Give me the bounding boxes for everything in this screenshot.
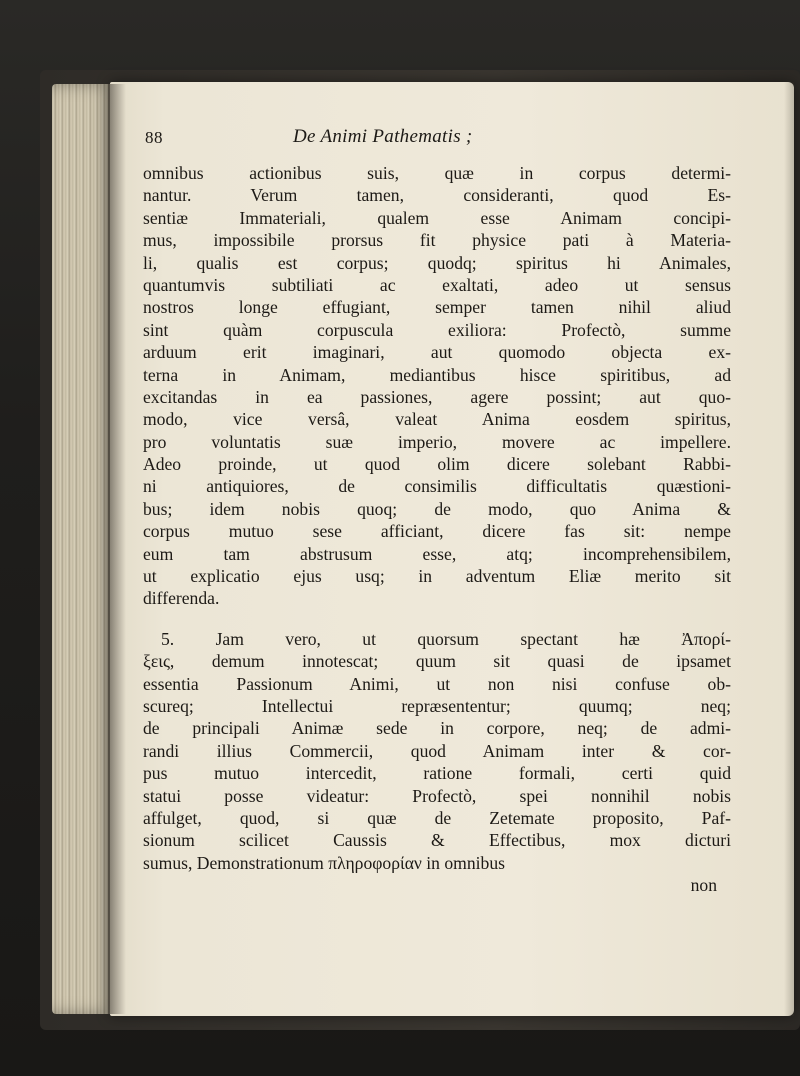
- text-line: li, qualis est corpus; quodq; spiritus hi Animales,: [143, 252, 731, 273]
- text-line: eum tam abstrusum esse, atq; incomprehensibilem,: [143, 543, 731, 564]
- text-line: randi illius Commercii, quod Animam inter & cor-: [143, 740, 731, 761]
- text-line: ξεις, demum innotescat; quum sit quasi de ipsamet: [143, 651, 731, 672]
- text-line: differenda.: [143, 588, 220, 609]
- paragraph-2: [143, 628, 731, 874]
- running-head-title: De Animi Pathematis ;: [293, 126, 473, 147]
- text-line: mus, impossibile prorsus fit physice pati à Materia-: [143, 230, 731, 251]
- text-block: [143, 126, 731, 897]
- text-line: sentiæ Immateriali, qualem esse Animam concipi-: [143, 207, 731, 228]
- paragraph-gap: [143, 610, 731, 628]
- text-line: de principali Animæ sede in corpore, neq; de admi-: [143, 718, 731, 739]
- text-line: pro voluntatis suæ imperio, movere ac impellere.: [143, 431, 731, 452]
- text-line: statui posse videatur: Profectò, spei nonnihil nobis: [143, 785, 731, 806]
- text-line: Adeo proinde, ut quod olim dicere solebant Rabbi-: [143, 454, 731, 475]
- page-right-edge: [784, 82, 794, 1016]
- text-line: essentia Passionum Animi, ut non nisi confuse ob-: [143, 673, 731, 694]
- spine-shadow: [108, 84, 126, 1014]
- page-edges: [52, 84, 116, 1014]
- text-line: nantur. Verum tamen, consideranti, quod Es-: [143, 185, 731, 206]
- text-line: corpus mutuo sese afficiant, dicere fas sit: nempe: [143, 521, 731, 542]
- text-line: arduum erit imaginari, aut quomodo objecta ex-: [143, 342, 731, 363]
- text-line: affulget, quod, si quæ de Zetemate proposito, Paf-: [143, 807, 731, 828]
- page-number: 88: [145, 128, 163, 147]
- text-line: omnibus actionibus suis, quæ in corpus determi-: [143, 163, 731, 183]
- text-line: 5. Jam vero, ut quorsum spectant hæ Ἀπορί-: [161, 628, 731, 649]
- catchword: non: [690, 875, 717, 896]
- text-line: ut explicatio ejus usq; in adventum Eliæ merito sit: [143, 566, 731, 587]
- text-line: quantumvis subtiliati ac exaltati, adeo ut sensus: [143, 274, 731, 295]
- text-line: sionum scilicet Caussis & Effectibus, mox dicturi: [143, 830, 731, 851]
- text-line: bus; idem nobis quoq; de modo, quo Anima &: [143, 498, 731, 519]
- text-line: terna in Animam, mediantibus hisce spiritibus, ad: [143, 364, 731, 385]
- text-line: pus mutuo intercedit, ratione formali, certi quid: [143, 763, 731, 784]
- text-line: nostros longe effugiant, semper tamen nihil aliud: [143, 297, 731, 318]
- running-head: [143, 126, 731, 156]
- text-line: scureq; Intellectui repræsententur; quumq; neq;: [143, 695, 731, 716]
- text-line: sumus, Demonstrationum πληροφορίαν in omnibus: [143, 852, 505, 873]
- book-page: [110, 82, 794, 1016]
- body-text: [143, 162, 731, 897]
- paragraph-1: [143, 162, 731, 610]
- text-line: ni antiquiores, de consimilis difficultatis quæstioni-: [143, 476, 731, 497]
- text-line: excitandas in ea passiones, agere possint; aut quo-: [143, 386, 731, 407]
- text-line: modo, vice versâ, valeat Anima eosdem spiritus,: [143, 409, 731, 430]
- text-line: sint quàm corpuscula exiliora: Profectò, summe: [143, 319, 731, 340]
